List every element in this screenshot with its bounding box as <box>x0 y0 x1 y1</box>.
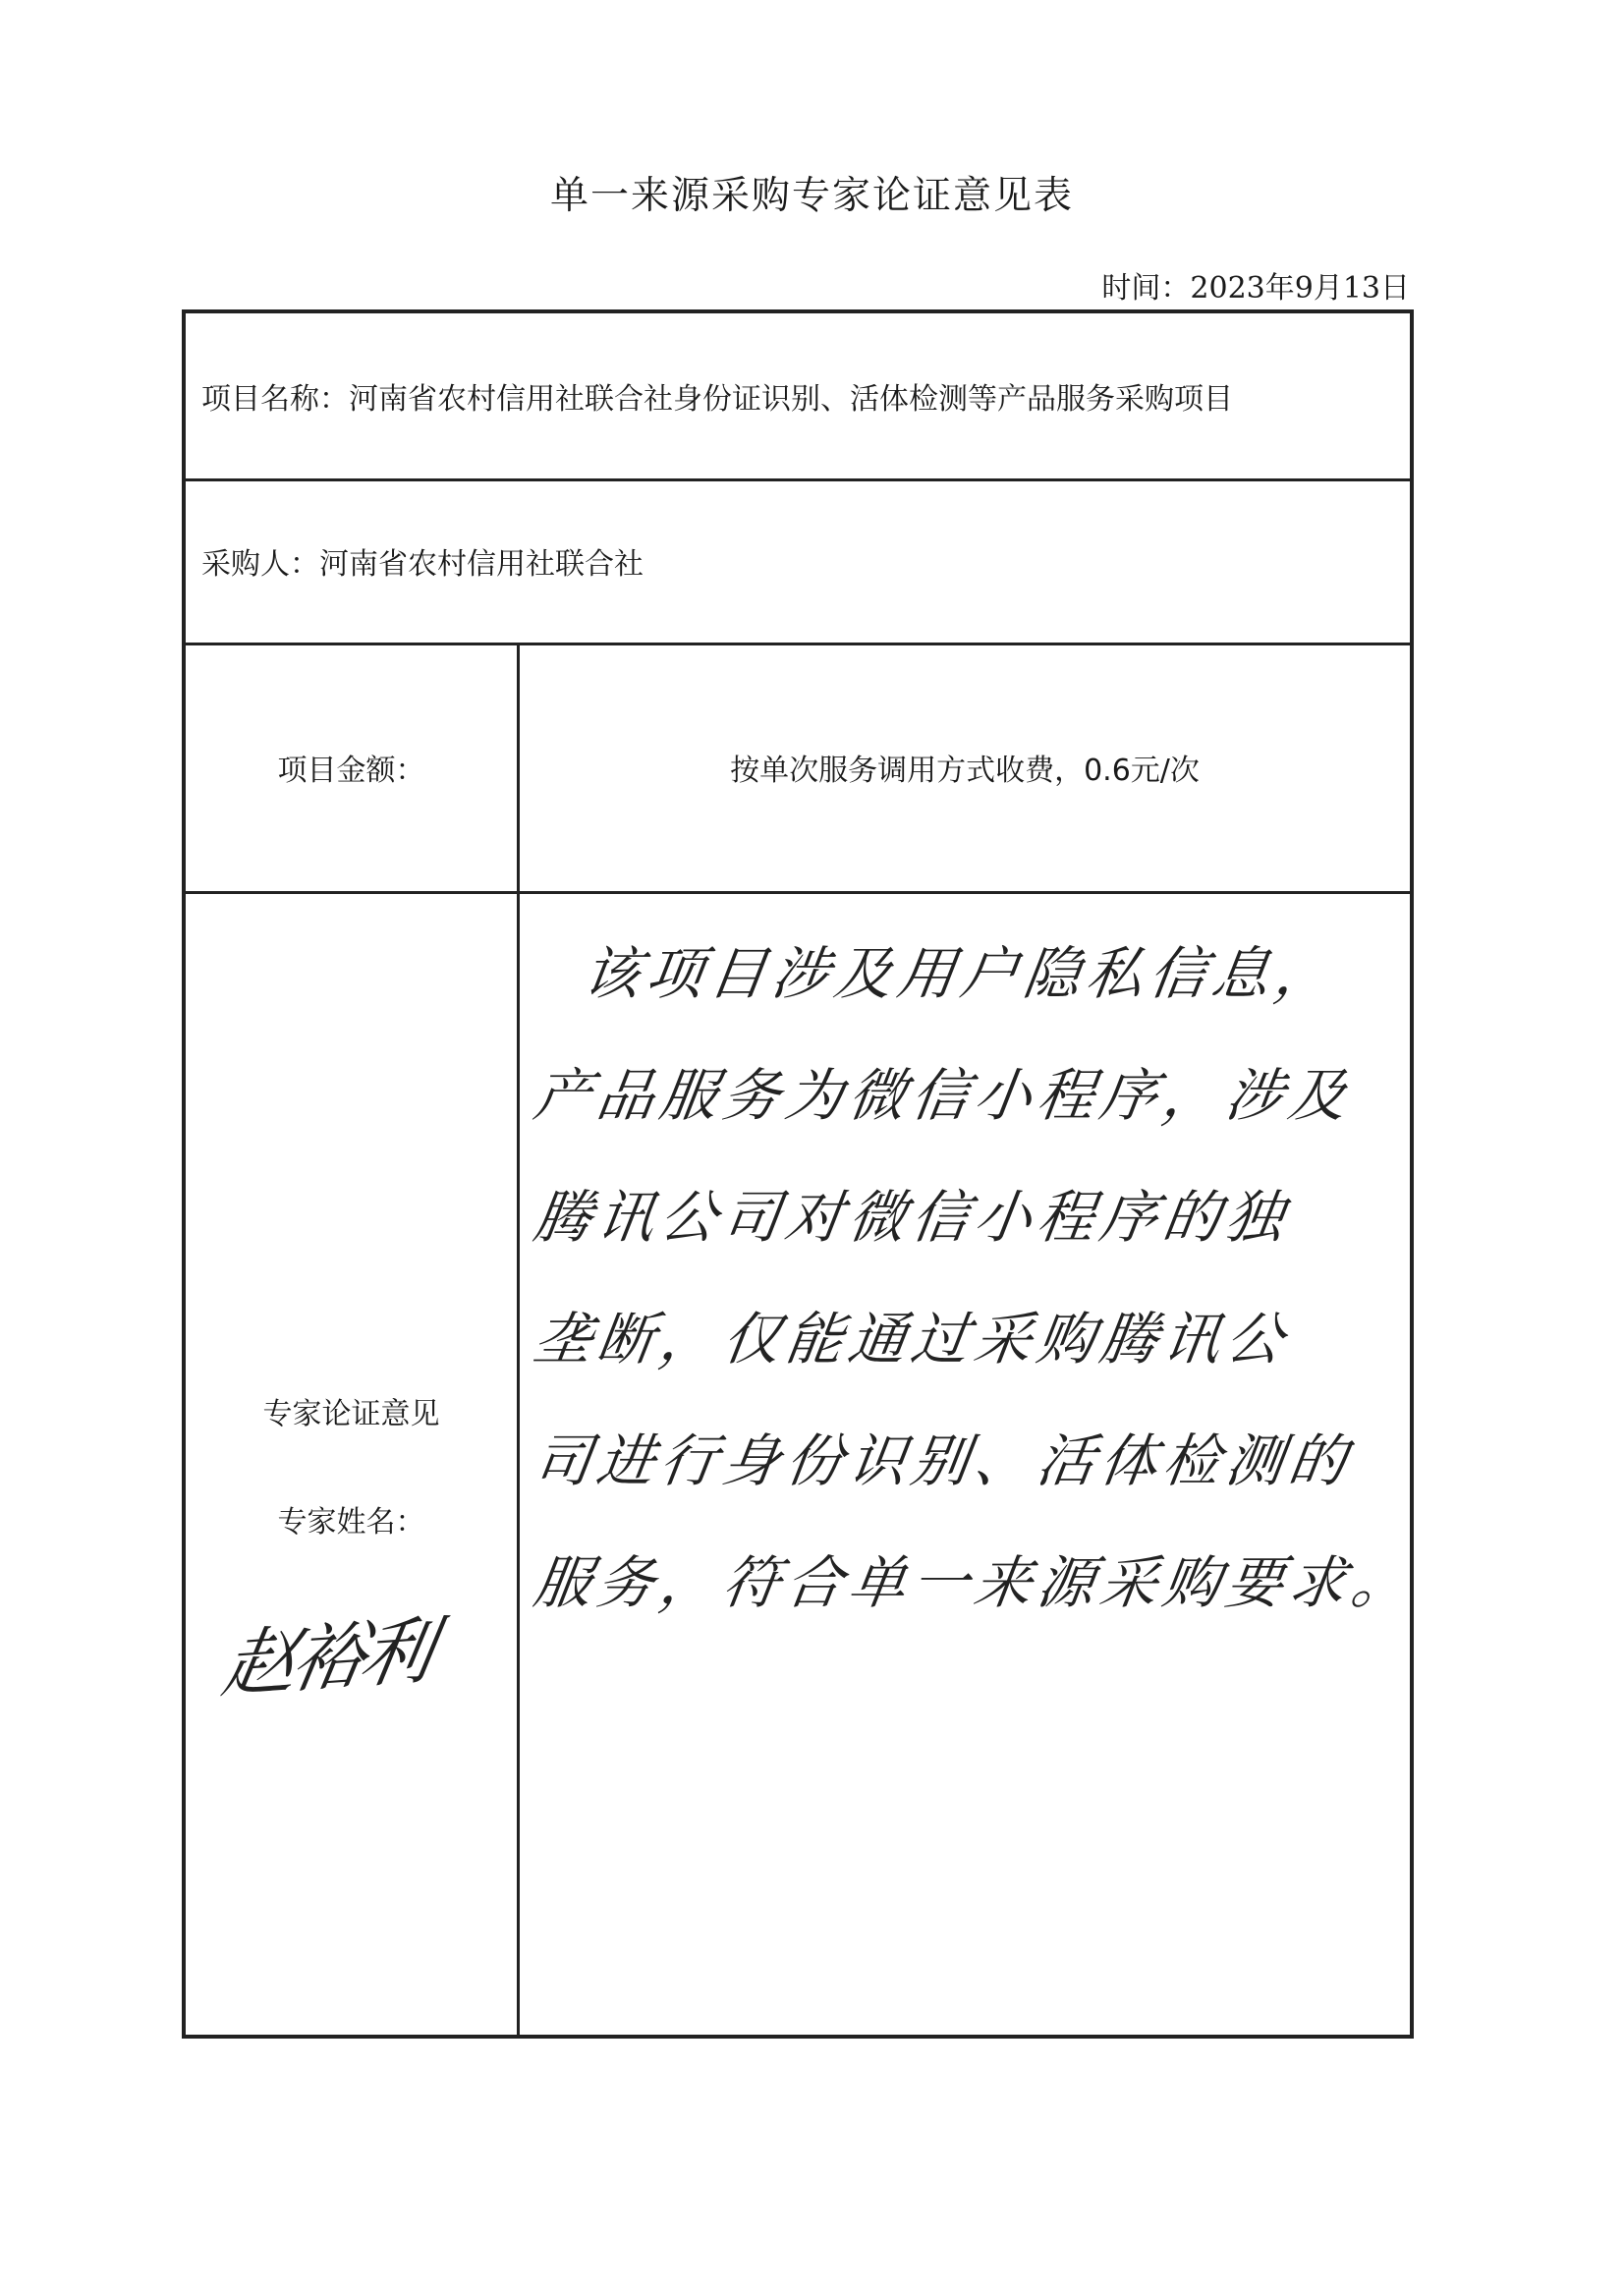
opinion-line: 腾讯公司对微信小程序的独 <box>530 1184 1294 1251</box>
expert-name-label: 专家姓名： <box>277 1505 425 1539</box>
opinion-line: 服务，符合单一来源采购要求。 <box>530 1549 1420 1616</box>
opinion-form <box>182 309 1420 2039</box>
amount-label: 项目金额： <box>277 753 425 788</box>
purchaser-row <box>186 478 1410 645</box>
date-line: 时间：2023年9月13日 <box>1101 271 1410 306</box>
opinion-line: 该项目涉及用户隐私信息， <box>579 940 1343 1007</box>
opinion-line: 产品服务为微信小程序，涉及 <box>530 1062 1357 1129</box>
column-divider <box>517 643 520 2035</box>
expert-signature <box>216 1600 471 1728</box>
opinion-line: 司进行身份识别、活体检测的 <box>530 1427 1357 1494</box>
project-name-text: 项目名称：河南省农村信用社联合社身份证识别、活体检测等产品服务采购项目 <box>201 382 1233 417</box>
opinion-line: 垄断，仅能通过采购腾讯公 <box>530 1306 1294 1372</box>
handwritten-opinion <box>530 913 1420 1644</box>
opinion-label: 专家论证意见 <box>262 1397 440 1431</box>
purchaser-text: 采购人：河南省农村信用社联合社 <box>201 546 644 582</box>
signature-text: 赵裕利 <box>216 1608 438 1709</box>
amount-value: 按单次服务调用方式收费，0.6元/次 <box>730 753 1200 788</box>
page-title: 单一来源采购专家论证意见表 <box>549 174 1074 218</box>
amount-row <box>186 643 1410 894</box>
project-name-row <box>186 313 1410 481</box>
